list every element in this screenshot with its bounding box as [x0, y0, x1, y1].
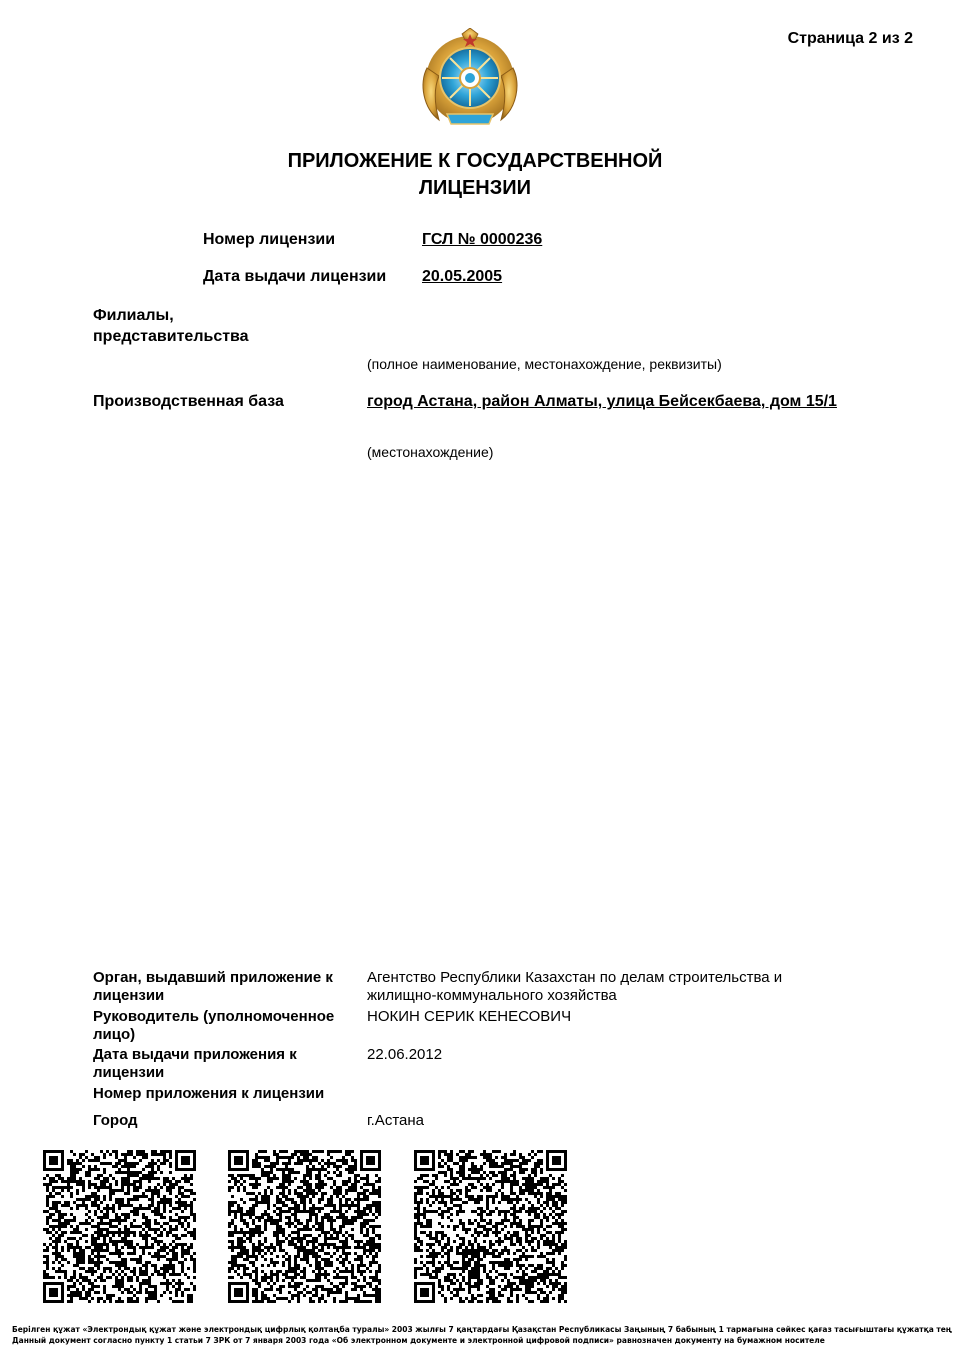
kazakhstan-state-emblem-icon	[417, 28, 523, 132]
authority-label-line-1: Орган, выдавший приложение к	[93, 969, 333, 986]
city-value: г.Астана	[367, 1112, 424, 1129]
production-base-hint: (местонахождение)	[367, 444, 494, 460]
head-label-line-1: Руководитель (уполномоченное	[93, 1008, 335, 1025]
head-label-line-2: лицо)	[93, 1026, 136, 1043]
branches-label-line-1: Филиалы,	[93, 307, 174, 324]
authority-value-line-2: жилищно-коммунального хозяйства	[367, 987, 617, 1004]
license-number-label: Номер лицензии	[203, 231, 336, 248]
license-number-value: ГСЛ № 0000236	[422, 231, 543, 248]
legal-footer	[12, 1324, 952, 1346]
license-date-label: Дата выдачи лицензии	[203, 268, 387, 285]
authority-value-line-1: Агентство Республики Казахстан по делам строительства и	[367, 969, 783, 986]
qr-code-icon	[228, 1150, 381, 1303]
production-base-label: Производственная база	[93, 393, 284, 410]
footer-line-ru: Данный документ согласно пункту 1 статьи 7 ЗРК от 7 января 2003 года «Об электронном документе и электронной цифровой подписи» равнозначен документу на бумажном носителе	[12, 1336, 825, 1345]
license-date-value: 20.05.2005	[422, 268, 503, 285]
authority-label	[93, 969, 333, 1005]
production-base-value: город Астана, район Алматы, улица Бейсекбаева, дом 15/1	[367, 393, 837, 410]
branches-hint: (полное наименование, местонахождение, реквизиты)	[367, 356, 722, 372]
qr-code-icon	[414, 1150, 567, 1303]
document-title	[180, 148, 770, 202]
page-number: Страница 2 из 2	[787, 30, 913, 47]
appendix-date-value: 22.06.2012	[367, 1046, 443, 1063]
authority-label-line-2: лицензии	[93, 987, 165, 1004]
head-label	[93, 1008, 334, 1044]
appendix-date-label-line-2: лицензии	[93, 1064, 165, 1081]
city-label: Город	[93, 1112, 138, 1129]
authority-value	[367, 969, 782, 1005]
appendix-date-label-line-1: Дата выдачи приложения к	[93, 1046, 297, 1063]
title-line-1: ПРИЛОЖЕНИЕ К ГОСУДАРСТВЕННОЙ	[287, 150, 663, 172]
head-value: НОКИН СЕРИК КЕНЕСОВИЧ	[367, 1008, 572, 1025]
branches-label	[93, 305, 249, 347]
title-line-2: ЛИЦЕНЗИИ	[418, 177, 532, 199]
appendix-number-label: Номер приложения к лицензии	[93, 1085, 325, 1102]
branches-label-line-2: представительства	[93, 328, 249, 345]
qr-code-icon	[43, 1150, 196, 1303]
appendix-date-label	[93, 1046, 297, 1082]
footer-line-kz: Берілген құжат «Электрондық құжат және электрондық цифрлық қолтаңба туралы» 2003 жылғы 7 қаңтардағы Қазақстан Республикасы Заңының 7 бабының 1 тармағына сәйкес қағаз тасығыштағы құжатқа тең	[12, 1325, 952, 1334]
